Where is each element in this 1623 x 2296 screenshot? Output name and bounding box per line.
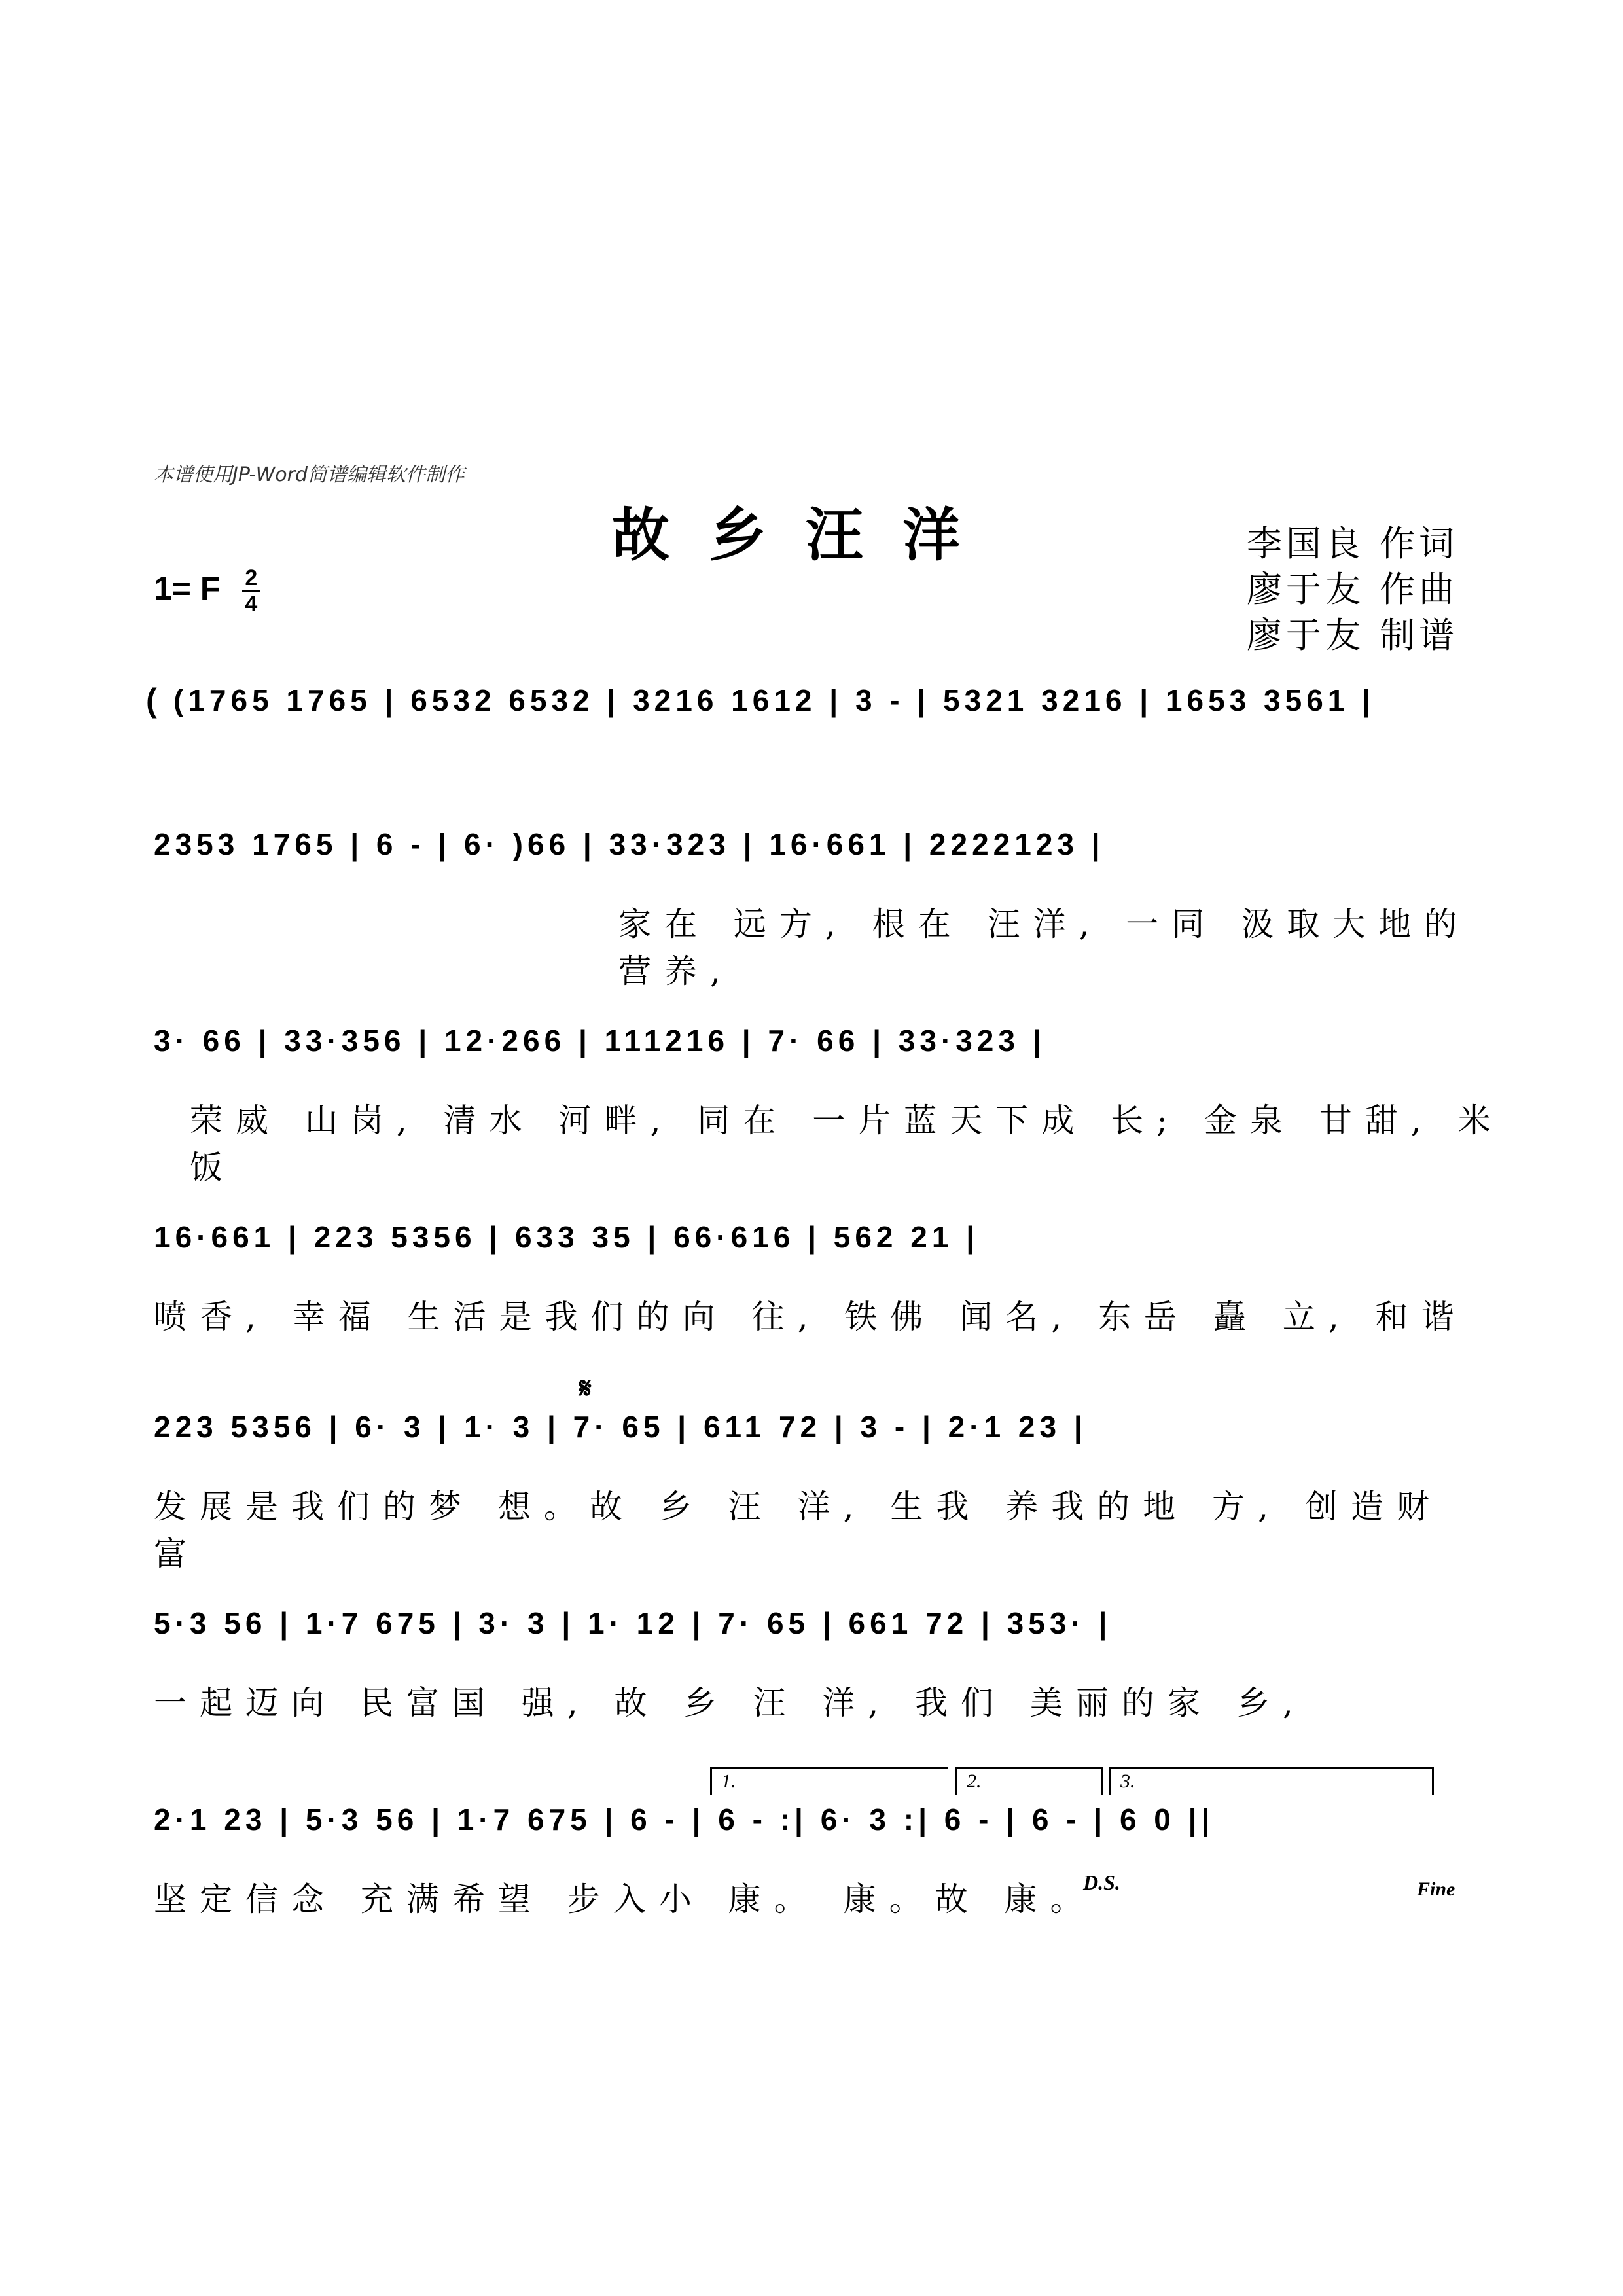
score-line-3	[154, 1021, 1504, 1187]
score-line-4	[154, 1217, 1482, 1335]
notes-line-1	[146, 681, 1482, 740]
lyrics-line-6: 一起迈向 民富国 强, 故 乡 汪 洋, 我们 美丽的家 乡,	[154, 1684, 1306, 1722]
volta-2-label: 2.	[967, 1770, 982, 1792]
score-line-5	[154, 1372, 1482, 1573]
notes-line-5	[154, 1407, 1482, 1466]
lyrics-line-7: 坚定信念 充满希望 步入小 康。 康。故 康。	[154, 1880, 1096, 1918]
lyrics-line-2: 家在 远方, 根在 汪洋, 一同 汲取大地的营养,	[618, 905, 1471, 990]
volta-1	[710, 1767, 948, 1795]
song-title: 故乡汪洋	[612, 501, 1000, 569]
segno-sign: 𝄋	[579, 1372, 592, 1405]
notes-text: 2353 1765 | 6 - | 6· )66 | 33·323 | 16·661 | 2222123 |	[154, 827, 1105, 861]
lyrics-line-4: 喷香, 幸福 生活是我们的向 往, 铁佛 闻名, 东岳 矗 立, 和谐	[154, 1298, 1467, 1336]
notes-line-4	[154, 1217, 1482, 1276]
key-signature	[154, 566, 260, 616]
notes-text: 2·1 23 | 5·3 56 | 1·7 675 | 6 - | 6 - :| 6· 3 :| 6 - | 6 - | 6 0 ||	[154, 1803, 1215, 1837]
volta-1-label: 1.	[721, 1770, 736, 1792]
notes-text: 5·3 56 | 1·7 675 | 3· 3 | 1· 12 | 7· 65 | 661 72 | 353· |	[154, 1606, 1112, 1640]
time-top: 2	[242, 566, 260, 592]
volta-3	[1109, 1767, 1434, 1795]
credit-lyricist: 李国良 作词	[1247, 523, 1459, 564]
time-bottom: 4	[245, 592, 258, 617]
ds-marker: D.S.	[1083, 1871, 1120, 1894]
fine-marker: Fine	[1417, 1878, 1455, 1900]
score-line-1	[146, 681, 1482, 798]
credit-composer: 廖于友 作曲	[1247, 569, 1459, 610]
lyrics-line-5: 发展是我们的梦 想。故 乡 汪 洋, 生我 养我的地 方, 创造财富	[154, 1488, 1442, 1573]
score-line-7	[154, 1770, 1482, 1918]
notes-text: 223 5356 | 6· 3 | 1· 3 | 7· 65 | 611 72 | 3 - | 2·1 23 |	[154, 1410, 1087, 1444]
notes-line-2	[154, 825, 1482, 884]
notes-line-6	[154, 1604, 1482, 1662]
volta-3-label: 3.	[1120, 1770, 1135, 1792]
key-label: 1= F	[154, 570, 221, 607]
score-line-2	[154, 825, 1482, 990]
credit-arranger: 廖于友 制谱	[1247, 615, 1459, 656]
score-line-6	[154, 1604, 1482, 1721]
source-note: 本谱使用JP-Word简谱编辑软件制作	[154, 463, 465, 486]
time-signature	[242, 566, 260, 616]
notes-text: (1765 1765 | 6532 6532 | 3216 1612 | 3 - | 5321 3216 | 1653 3561 |	[173, 683, 1376, 717]
notes-text: 3· 66 | 33·356 | 12·266 | 111216 | 7· 66 | 33·323 |	[154, 1024, 1046, 1058]
notes-text: 16·661 | 223 5356 | 633 35 | 66·616 | 562 21 |	[154, 1220, 980, 1254]
notes-line-7	[154, 1800, 1482, 1859]
notes-line-3	[154, 1021, 1482, 1080]
open-paren: (	[146, 682, 157, 719]
lyrics-line-3: 荣威 山岗, 清水 河畔, 同在 一片蓝天下成 长; 金泉 甘甜, 米饭	[190, 1102, 1504, 1187]
volta-2	[955, 1767, 1103, 1795]
